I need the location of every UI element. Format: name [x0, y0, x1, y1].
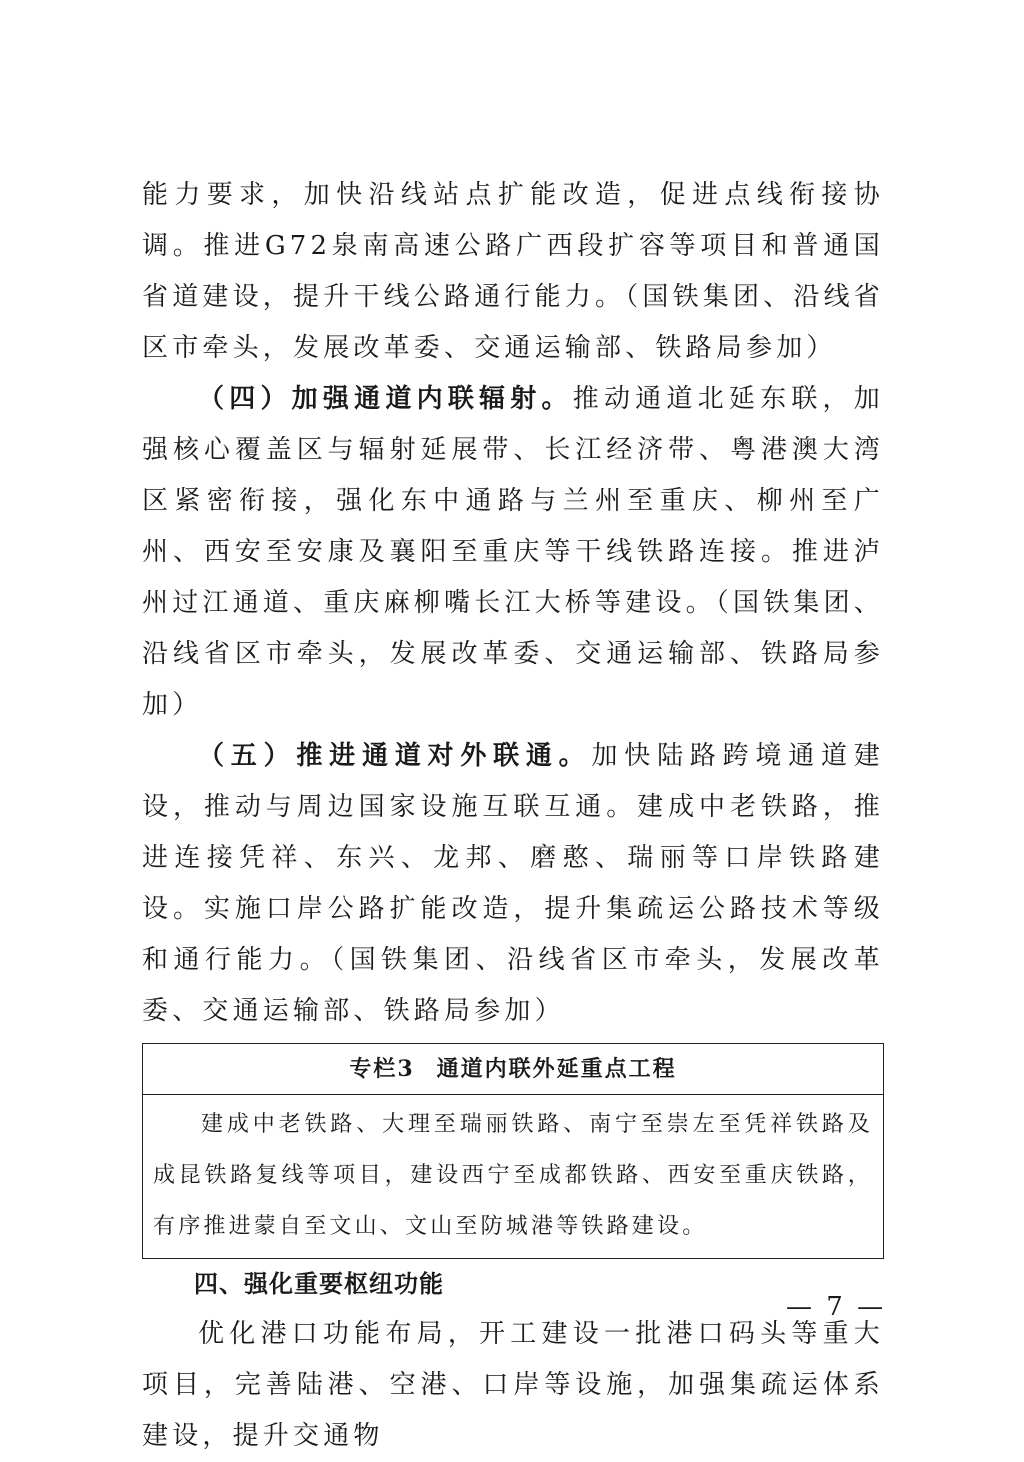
paragraph-four-body: 推动通道北延东联，加强核心覆盖区与辐射延展带、长江经济带、粤港澳大湾区紧密衔接，强化东中通路与兰州至重庆、柳州至广州、西安至安康及襄阳至重庆等干线铁路连接。推进泸州过江通道、重庆麻柳嘴长江大桥等建设。（国铁集团、沿线省区市牵头，发展改革委、交通运输部、铁路局参加） — [142, 384, 885, 720]
column-box-number: 专栏3 — [349, 1056, 415, 1082]
paragraph-continuation: 能力要求，加快沿线站点扩能改造，促进点线衔接协调。推进G72泉南高速公路广西段扩容等项目和普通国省道建设，提升干线公路通行能力。（国铁集团、沿线省区市牵头，发展改革委、交通运输部、铁路局参加） — [142, 180, 885, 363]
paragraph-four-heading: （四）加强通道内联辐射。 — [198, 384, 573, 414]
document-page — [142, 170, 887, 1462]
paragraph-five — [142, 731, 884, 1037]
column-box-title-text: 通道内联外延重点工程 — [436, 1056, 677, 1082]
paragraph-five-body: 加快陆路跨境通道建设，推动与周边国家设施互联互通。建成中老铁路，推进连接凭祥、东兴、龙邦、磨憨、瑞丽等口岸铁路建设。实施口岸公路扩能改造，提升集疏运公路技术等级和通行能力。（国铁集团、沿线省区市牵头，发展改革委、交通运输部、铁路局参加） — [142, 741, 884, 1026]
paragraph-five-heading: （五）推进通道对外联通。 — [198, 741, 592, 771]
paragraph-four — [142, 374, 884, 731]
page-number: — 7 — — [786, 1292, 887, 1322]
column-box — [142, 1043, 884, 1259]
section-heading: 四、强化重要枢纽功能 — [194, 1270, 444, 1298]
column-box-title — [143, 1044, 883, 1095]
section-paragraph: 优化港口功能布局，开工建设一批港口码头等重大项目，完善陆港、空港、口岸等设施，加强集疏运体系建设，提升交通物 — [142, 1319, 884, 1451]
column-box-body: 建成中老铁路、大理至瑞丽铁路、南宁至崇左至凭祥铁路及成昆铁路复线等项目，建设西宁至成都铁路、西安至重庆铁路，有序推进蒙自至文山、文山至防城港等铁路建设。 — [153, 1112, 873, 1239]
